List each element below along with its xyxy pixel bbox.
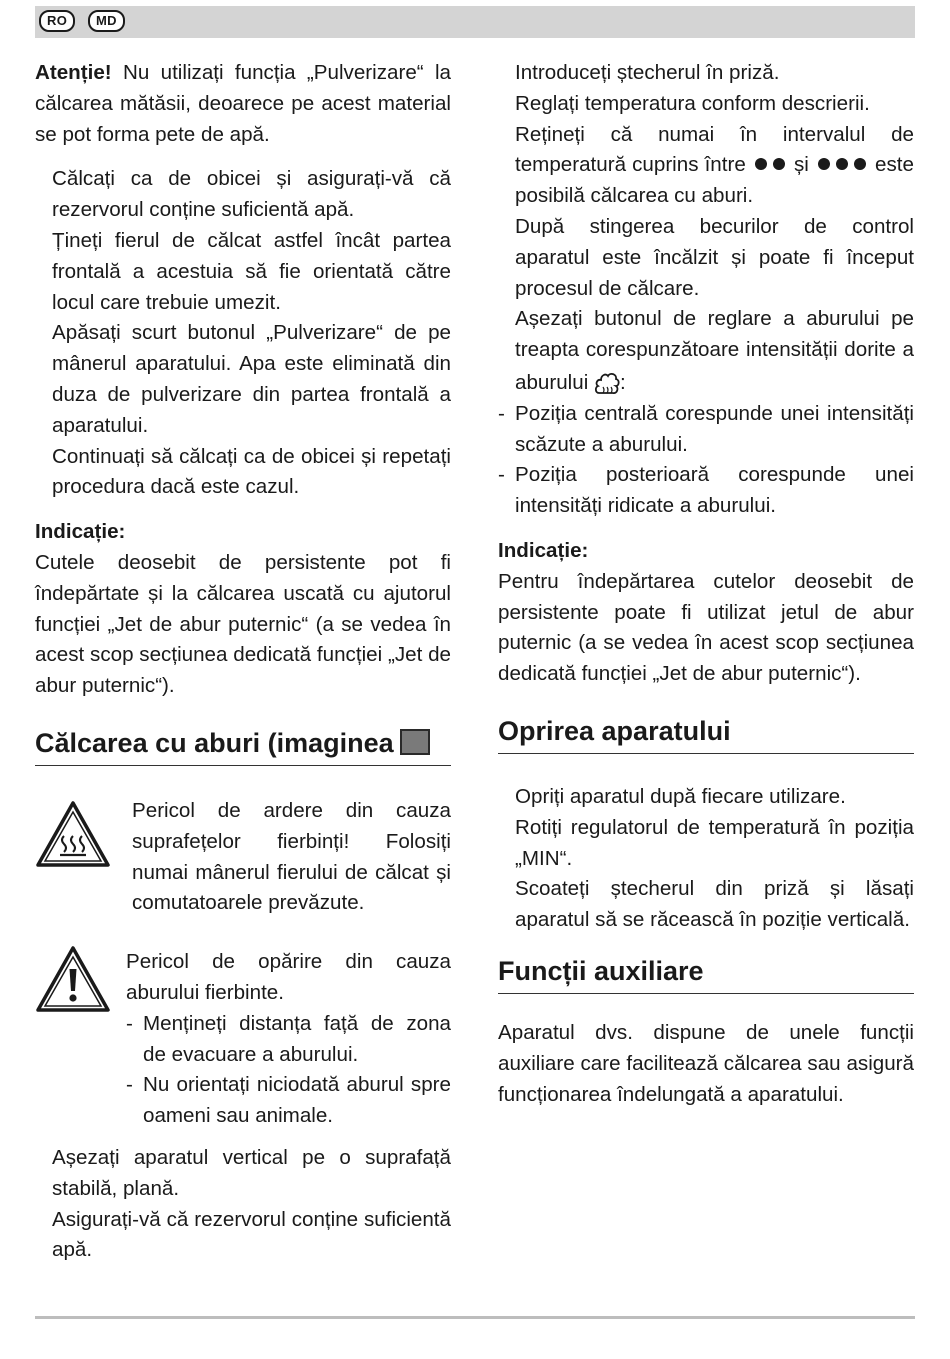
warning-steam [35, 945, 451, 1132]
header-band [35, 6, 915, 38]
dash-item-central: Poziția centrală corespunde unei intensități scăzute a aburului. [515, 401, 914, 456]
bottom-rule [35, 1316, 915, 1319]
left-column [35, 58, 451, 1266]
step-temperature-range [498, 120, 914, 212]
temperature-range-and: și [793, 153, 809, 177]
temperature-range-end: este posibilă călcarea cu aburi. [515, 153, 914, 208]
step-press-spray: Apăsați scurt butonul „Pulverizare“ de pe mânerul aparatului. Apa este eliminată din duza de pulverizare din partea frontală a aparatului. [52, 321, 451, 437]
dash-item-rear: Poziția posterioară corespunde unei intensități ridicate a aburului. [515, 463, 914, 518]
list-item: - Mențineți distanța față de zona de evacuare a aburului. [126, 1009, 451, 1071]
step-continue: Continuați să călcați ca de obicei și repetați procedura dacă este cazul. [52, 444, 451, 499]
section-title-aux-functions: Funcții auxiliare [498, 952, 914, 994]
section-title-switch-off: Oprirea aparatului [498, 712, 914, 754]
list-item: - Poziția centrală corespunde unei intensități scăzute a aburului. [498, 399, 914, 461]
temperature-range-text: Rețineți că numai în intervalul de temperatură cuprins între [515, 122, 914, 177]
three-dots-icon [815, 153, 869, 176]
two-dots-icon [752, 153, 788, 176]
steam-control-colon: : [620, 370, 626, 394]
note-label: Indicație: [35, 520, 126, 544]
note-label-right: Indicație: [498, 538, 589, 562]
aux-functions-text: Aparatul dvs. dispune de unele funcții auxiliare care facilitează călcarea sau asigură funcționarea îndelungată a aparatului. [498, 1020, 914, 1106]
step-steam-control [498, 304, 914, 398]
list-item: - Poziția posterioară corespunde unei intensități ridicate a aburului. [498, 460, 914, 522]
note-text: Cutele deosebit de persistente pot fi îndepărtate și la călcarea uscată cu ajutorul funcției „Jet de abur puternic“ (a se vedea în acest scop secțiunea dedicată funcției „Jet de abur puternic“). [35, 550, 451, 698]
step-check-tank: Călcați ca de obicei și asigurați-vă că rezervorul conține suficientă apă. [52, 167, 451, 222]
warning-steam-item-distance: Mențineți distanța față de zona de evacuare a aburului. [143, 1011, 451, 1066]
steam-icon [594, 366, 620, 396]
warning-steam-item-direction: Nu orientați niciodată aburul spre oameni sau animale. [143, 1073, 451, 1128]
section-title-steam-ironing [35, 724, 451, 766]
step-check-water: Asigurați-vă că rezervorul conține suficientă apă. [52, 1207, 451, 1262]
step-set-temperature: Reglați temperatura conform descrierii. [515, 91, 870, 115]
step-plug-in: Introduceți ștecherul în priză. [515, 61, 780, 84]
step-switch-off: Opriți aparatul după fiecare utilizare. [515, 784, 846, 808]
list-item: - Nu orientați niciodată aburul spre oameni sau animale. [126, 1070, 451, 1132]
attention-label: Atenție! [35, 61, 112, 84]
step-place-vertical: Așezați aparatul vertical pe o suprafață stabilă, plană. [52, 1145, 451, 1200]
step-turn-min: Rotiți regulatorul de temperatură în poziția „MIN“. [515, 815, 914, 870]
section-title-text: Călcarea cu aburi (imaginea [35, 727, 394, 758]
steam-control-text: Așezați butonul de reglare a aburului pe treapta corespunzătoare intensității dorite a aburului [515, 307, 914, 394]
hot-surface-warning-icon [35, 800, 111, 868]
warning-steam-text: Pericol de opărire din cauza aburului fierbinte. [126, 950, 451, 1004]
right-column [498, 58, 914, 1110]
attention-text: Nu utilizați funcția „Pulverizare“ la călcarea mătăsii, deoarece pe acest material se pot forma pete de apă. [35, 61, 451, 146]
caution-warning-icon [35, 945, 111, 1013]
attention-paragraph [35, 58, 451, 150]
step-control-lamps: După stingerea becurilor de control aparatul este încălzit și poate fi început procesul de călcare. [515, 214, 914, 300]
figure-reference-icon [400, 729, 430, 755]
language-badge-md: MD [88, 10, 125, 32]
step-hold-iron: Țineți fierul de călcat astfel încât partea frontală a acestuia să fie orientată către locul care trebuie umezit. [52, 228, 451, 314]
warning-hot-text: Pericol de ardere din cauza suprafețelor fierbinți! Folosiți numai mânerul fierului de călcat și comutatoarele prevăzute. [132, 798, 451, 915]
step-unplug-cool: Scoateți ștecherul din priză și lăsați aparatul să se răcească în poziție verticală. [515, 877, 914, 932]
note-text-right: Pentru îndepărtarea cutelor deosebit de persistente poate fi utilizat jetul de abur puternic (a se vedea în acest scop secțiunea dedicată funcției „Jet de abur puternic“). [498, 569, 914, 686]
language-badge-ro: RO [39, 10, 75, 32]
warning-hot-surface [35, 800, 451, 919]
